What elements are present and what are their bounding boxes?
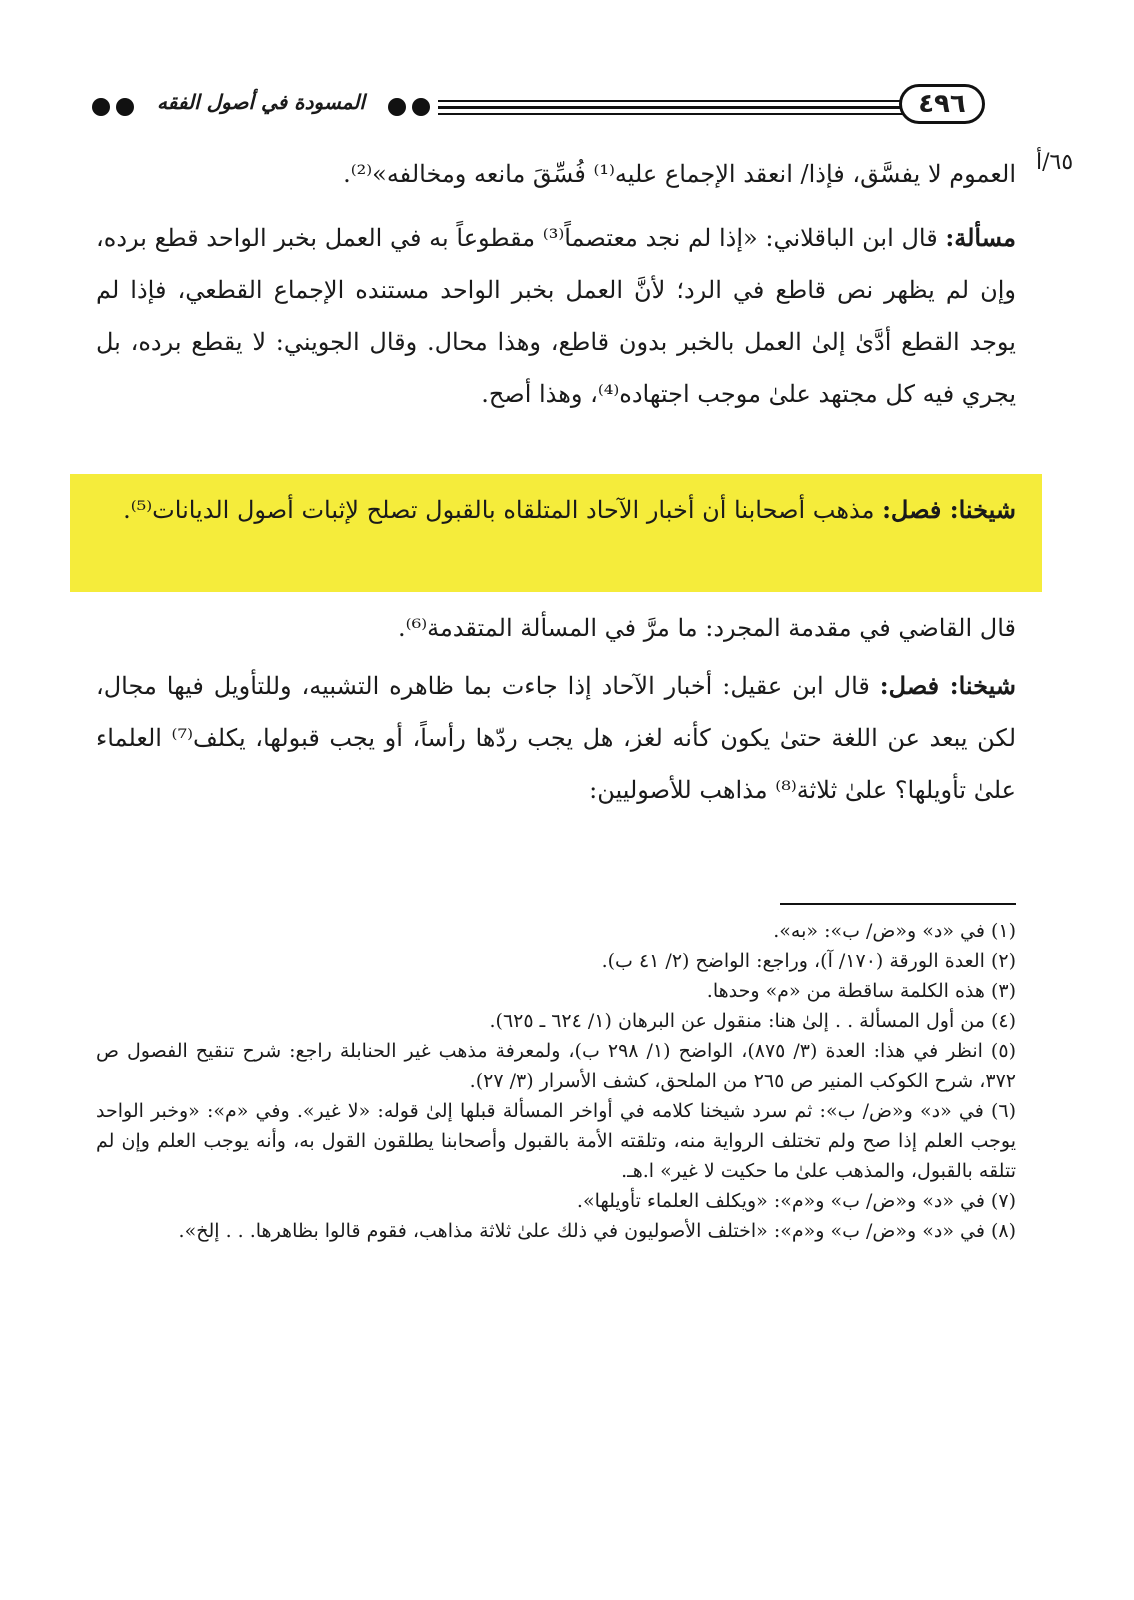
footnote: (٦) في «د» و«ض/ ب»: ثم سرد شيخنا كلامه في أواخر المسألة قبلها إلىٰ قوله: «لا غير». وفي «م»: «وخبر الواحد يوجب العلم إذا صح ولم تختلف الرواية منه، وتلقته الأمة بالقبول وأصحابنا يطلقون القول به، وأنه يوجب العلم وإن لم تتلقه بالقبول، والمذهب علىٰ ما حكيت لا غير» ا.هـ. [96, 1100, 1016, 1182]
paragraph-2 [96, 212, 1016, 420]
paragraph-1: العموم لا يفسَّق، فإذا/ انعقد الإجماع عليه⁽¹⁾ فُسِّقَ مانعه ومخالفه»⁽²⁾. [343, 160, 1016, 188]
main-text [96, 148, 1016, 426]
section-term: شيخنا: فصل: [882, 495, 1016, 524]
footnote-divider [780, 903, 1016, 905]
paragraph-4: قال القاضي في مقدمة المجرد: ما مرَّ في المسألة المتقدمة⁽⁶⁾. [398, 614, 1016, 642]
ornament-dot [116, 98, 134, 116]
page-number: ٤٩٦ [899, 84, 985, 124]
paragraph-3-text: مذهب أصحابنا أن أخبار الآحاد المتلقاه بالقبول تصلح لإثبات أصول الديانات⁽⁵⁾. [123, 496, 875, 524]
manuscript-folio-ref: ٦٥/أ [1036, 150, 1074, 175]
footnote: (٧) في «د» و«ض/ ب» و«م»: «ويكلف العلماء تأويلها». [576, 1190, 1016, 1212]
footnote: (٤) من أول المسألة . . إلىٰ هنا: منقول عن البرهان (١/ ٦٢٤ ـ ٦٢٥). [489, 1010, 1016, 1032]
page-number-frame [862, 80, 1022, 128]
footnote: (٥) انظر في هذا: العدة (٣/ ٨٧٥)، الواضح (١/ ٢٩٨ ب)، ولمعرفة مذهب غير الحنابلة راجع: شرح تنقيح الفصول ص ٣٧٢، شرح الكوكب المنير ص ٢٦٥ من الملحق، كشف الأسرار (٣/ ٢٧). [96, 1040, 1016, 1092]
highlighted-paragraph [96, 484, 1016, 536]
paragraph-5-text: قال ابن عقيل: أخبار الآحاد إذا جاءت بما ظاهره التشبيه، وللتأويل فيها مجال، لكن يبعد عن اللغة حتىٰ يكون كأنه لغز، هل يجب ردّها رأساً، أو يجب قبولها، يكلف⁽⁷⁾ العلماء علىٰ تأويلها؟ علىٰ ثلاثة⁽⁸⁾ مذاهب للأصوليين: [96, 672, 1016, 804]
section-term: مسألة: [945, 223, 1016, 252]
running-title: المسودة في أصول الفقه [157, 90, 365, 114]
footnote: (٨) في «د» و«ض/ ب» و«م»: «اختلف الأصوليون في ذلك علىٰ ثلاثة مذاهب، فقوم قالوا بظاهرها. . . إلخ». [178, 1220, 1016, 1242]
ornament-dot [92, 98, 110, 116]
paragraph-5 [96, 660, 1016, 816]
page-header [92, 76, 1022, 134]
footnote: (٢) العدة الورقة (١٧٠/ آ)، وراجع: الواضح (٢/ ٤١ ب). [601, 950, 1016, 972]
ornament-dots-left [92, 98, 134, 116]
footnote: (٣) هذه الكلمة ساقطة من «م» وحدها. [706, 980, 1016, 1002]
ornament-dot [412, 98, 430, 116]
ornament-dot [388, 98, 406, 116]
main-text-continued [96, 602, 1016, 822]
paragraph-2-text: قال ابن الباقلاني: «إذا لم نجد معتصماً⁽³⁾ مقطوعاً به في العمل بخبر الواحد قطع برده، وإن لم يظهر نص قاطع في الرد؛ لأنَّ العمل بخبر الواحد مستنده الإجماع القطعي، فإذا لم يوجد القطع أدَّىٰ إلىٰ العمل بالخبر بدون قاطع، وهذا محال. وقال الجويني: لا يقطع برده، بل يجري فيه كل مجتهد علىٰ موجب اجتهاده⁽⁴⁾، وهذا أصح. [96, 224, 1016, 408]
section-term: شيخنا: فصل: [879, 671, 1016, 700]
footnote: (١) في «د» و«ض/ ب»: «به». [773, 920, 1016, 942]
ornament-dots-middle [388, 98, 430, 116]
footnotes [96, 916, 1016, 1246]
